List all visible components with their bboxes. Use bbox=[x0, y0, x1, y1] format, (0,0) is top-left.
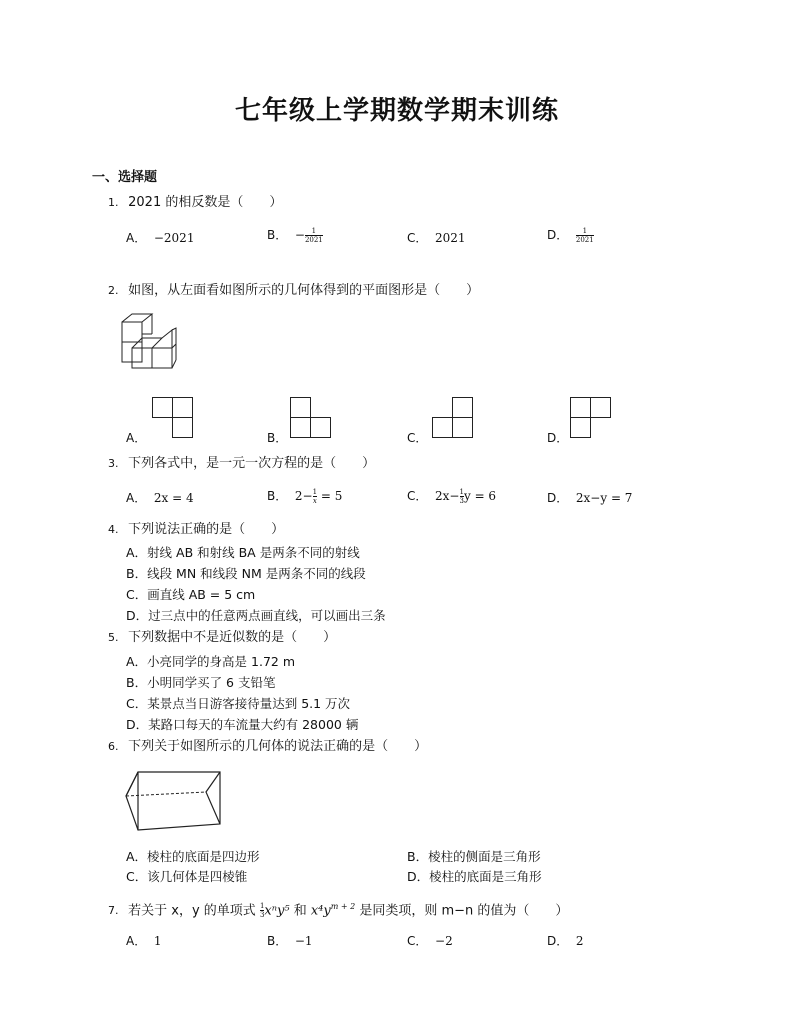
q3-option-d[interactable]: D． 2x−y = 7 bbox=[547, 491, 633, 505]
q4-option-d[interactable]: D．过三点中的任意两点画直线，可以画出三条 bbox=[126, 608, 386, 623]
question-stem: 下列各式中，是一元一次方程的是（ ） bbox=[128, 456, 376, 471]
q7-option-b[interactable]: B． −1 bbox=[267, 934, 313, 948]
q2-option-a[interactable]: A． bbox=[126, 431, 147, 445]
question-3: 3. 下列各式中，是一元一次方程的是（ ） bbox=[108, 456, 376, 471]
question-4: 4. 下列说法正确的是（ ） bbox=[108, 522, 285, 537]
q2-option-c-figure bbox=[432, 397, 474, 439]
question-1 bbox=[108, 194, 282, 212]
question-5: 5. 下列数据中不是近似数的是（ ） bbox=[108, 630, 337, 645]
q6-option-c[interactable]: C．该几何体是四棱锥 bbox=[126, 869, 248, 884]
q2-option-d[interactable]: D． bbox=[547, 431, 569, 445]
q2-option-b[interactable]: B． bbox=[267, 431, 288, 445]
question-2: 2. 如图，从左面看如图所示的几何体得到的平面图形是（ ） bbox=[108, 283, 480, 298]
q1-option-c[interactable]: C． 2021 bbox=[407, 231, 466, 245]
question-7: 7. 若关于 x，y 的单项式 $\frac{1}{3}$ xⁿy⁵ 和 $x^4y^{m + 2}$ 是同类项，则 m−n 的值为（ ） bbox=[108, 902, 569, 920]
q2-option-c[interactable]: C． bbox=[407, 431, 428, 445]
q3-option-a[interactable]: A． 2x = 4 bbox=[126, 491, 194, 505]
q4-option-b[interactable]: B．线段 MN 和线段 NM 是两条不同的线段 bbox=[126, 566, 366, 581]
question-stem: 2021 的相反数是（ ） bbox=[128, 195, 283, 210]
q1-option-d[interactable]: D． $\frac{1}{2021}$ bbox=[547, 227, 594, 244]
q6-option-a[interactable]: A．棱柱的底面是四边形 bbox=[126, 849, 260, 864]
q6-option-b[interactable]: B．棱柱的侧面是三角形 bbox=[407, 849, 541, 864]
q5-option-c[interactable]: C．某景点当日游客接待量达到 5.1 万次 bbox=[126, 696, 351, 711]
q5-option-b[interactable]: B．小明同学买了 6 支铅笔 bbox=[126, 675, 276, 690]
q2-option-d-figure bbox=[570, 397, 612, 439]
q5-option-d[interactable]: D．某路口每天的车流量大约有 28000 辆 bbox=[126, 717, 359, 732]
q2-option-a-figure bbox=[152, 397, 194, 439]
question-stem: 下列关于如图所示的几何体的说法正确的是（ ） bbox=[128, 739, 428, 754]
q4-option-a[interactable]: A．射线 AB 和射线 BA 是两条不同的射线 bbox=[126, 545, 360, 560]
question-stem: 下列数据中不是近似数的是（ ） bbox=[128, 630, 337, 645]
q3-option-c[interactable]: C． 2x− $\frac{1}{3}$ y = 6 bbox=[407, 488, 497, 505]
q5-option-a[interactable]: A．小亮同学的身高是 1.72 m bbox=[126, 654, 296, 669]
page-title: 七年级上学期数学期末训练 bbox=[234, 96, 559, 126]
q1-option-b[interactable]: B． − $\frac{1}{2021}$ bbox=[267, 227, 323, 244]
q7-option-c[interactable]: C． −2 bbox=[407, 934, 453, 948]
q7-option-a[interactable]: A． 1 bbox=[126, 934, 162, 948]
q6-option-d[interactable]: D．棱柱的底面是三角形 bbox=[407, 869, 542, 884]
q4-option-c[interactable]: C．画直线 AB = 5 cm bbox=[126, 587, 256, 602]
question-number: 1. bbox=[108, 196, 119, 209]
q7-option-d[interactable]: D． 2 bbox=[547, 934, 584, 948]
question-stem: 下列说法正确的是（ ） bbox=[128, 522, 285, 537]
q2-option-b-figure bbox=[290, 397, 332, 439]
q2-solid-figure bbox=[118, 310, 180, 376]
q3-option-b[interactable]: B． 2− $\frac{1}{x}$ = 5 bbox=[267, 488, 343, 505]
q1-option-a[interactable]: A． −2021 bbox=[126, 231, 195, 245]
section-heading: 一、选择题 bbox=[92, 170, 158, 185]
q6-prism-figure bbox=[124, 768, 224, 834]
question-6: 6. 下列关于如图所示的几何体的说法正确的是（ ） bbox=[108, 739, 428, 754]
question-stem: 如图，从左面看如图所示的几何体得到的平面图形是（ ） bbox=[128, 283, 480, 298]
